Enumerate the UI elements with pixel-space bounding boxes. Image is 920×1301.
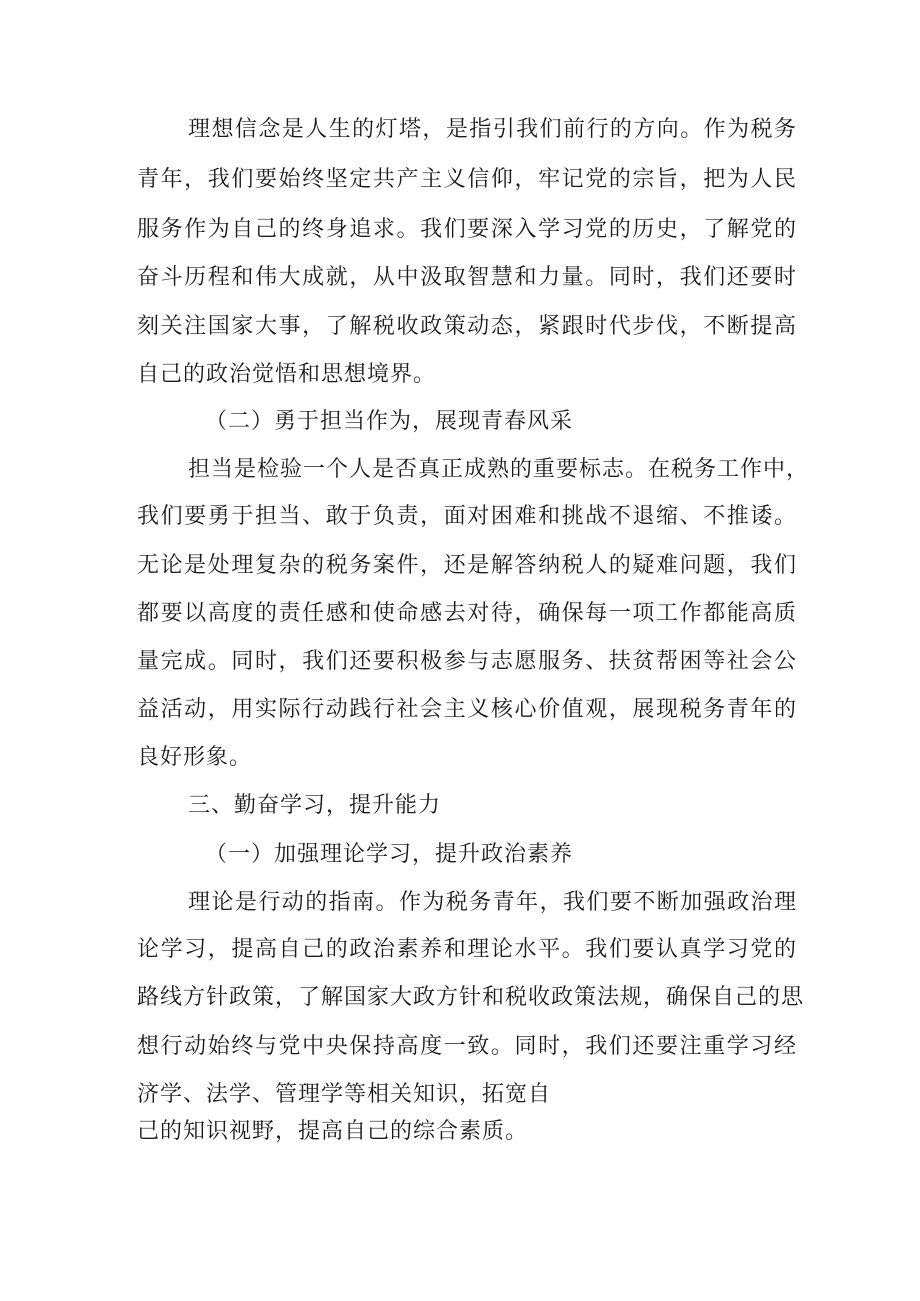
paragraph-3-line-3: 路线方针政策，了解国家大政方针和税收政策法规，确保自己的思 (137, 985, 805, 1010)
paragraph-2-line-2: 我们要勇于担当、敢于负责，面对困难和挑战不退缩、不推诿。 (137, 504, 797, 529)
paragraph-2-line-1: 担当是检验一个人是否真正成熟的重要标志。在税务工作中， (188, 457, 810, 482)
subheading-2: （二）勇于担当作为，展现青春风采 (205, 409, 574, 434)
paragraph-3-line-2: 论学习，提高自己的政治素养和理论水平。我们要认真学习党的 (137, 937, 797, 962)
paragraph-2-line-7: 良好形象。 (137, 745, 253, 770)
section-3-heading: 三、勤奋学习，提升能力 (188, 793, 442, 818)
paragraph-2-line-5: 量完成。同时，我们还要积极参与志愿服务、扶贫帮困等社会公 (137, 649, 797, 674)
paragraph-2-line-6: 益活动，用实际行动践行社会主义核心价值观，展现税务青年的 (137, 697, 797, 722)
paragraph-1-line-1: 理想信念是人生的灯塔，是指引我们前行的方向。作为税务 (188, 117, 797, 142)
paragraph-2-line-4: 都要以高度的责任感和使命感去对待，确保每一项工作都能高质 (137, 601, 797, 626)
paragraph-3-line-5: 济学、法学、管理学等相关知识，拓宽自 (137, 1082, 552, 1107)
paragraph-1-line-6: 自己的政治觉悟和思想境界。 (137, 362, 437, 387)
paragraph-1-line-3: 服务作为自己的终身追求。我们要深入学习党的历史，了解党的 (137, 217, 797, 242)
paragraph-1-line-2: 青年，我们要始终坚定共产主义信仰，牢记党的宗旨，把为人民 (137, 167, 797, 192)
paragraph-2-line-3: 无论是处理复杂的税务案件，还是解答纳税人的疑难问题，我们 (137, 553, 797, 578)
subheading-3-1: （一）加强理论学习，提升政治素养 (205, 842, 574, 867)
paragraph-1-line-4: 奋斗历程和伟大成就，从中汲取智慧和力量。同时，我们还要时 (137, 265, 797, 290)
paragraph-1-line-5: 刻关注国家大事，了解税收政策动态，紧跟时代步伐，不断提高 (137, 314, 797, 339)
paragraph-3-line-6: 己的知识视野，提高自己的综合素质。 (137, 1119, 529, 1144)
paragraph-3-line-4: 想行动始终与党中央保持高度一致。同时，我们还要注重学习经 (137, 1034, 797, 1059)
paragraph-3-line-1: 理论是行动的指南。作为税务青年，我们要不断加强政治理 (188, 890, 797, 915)
